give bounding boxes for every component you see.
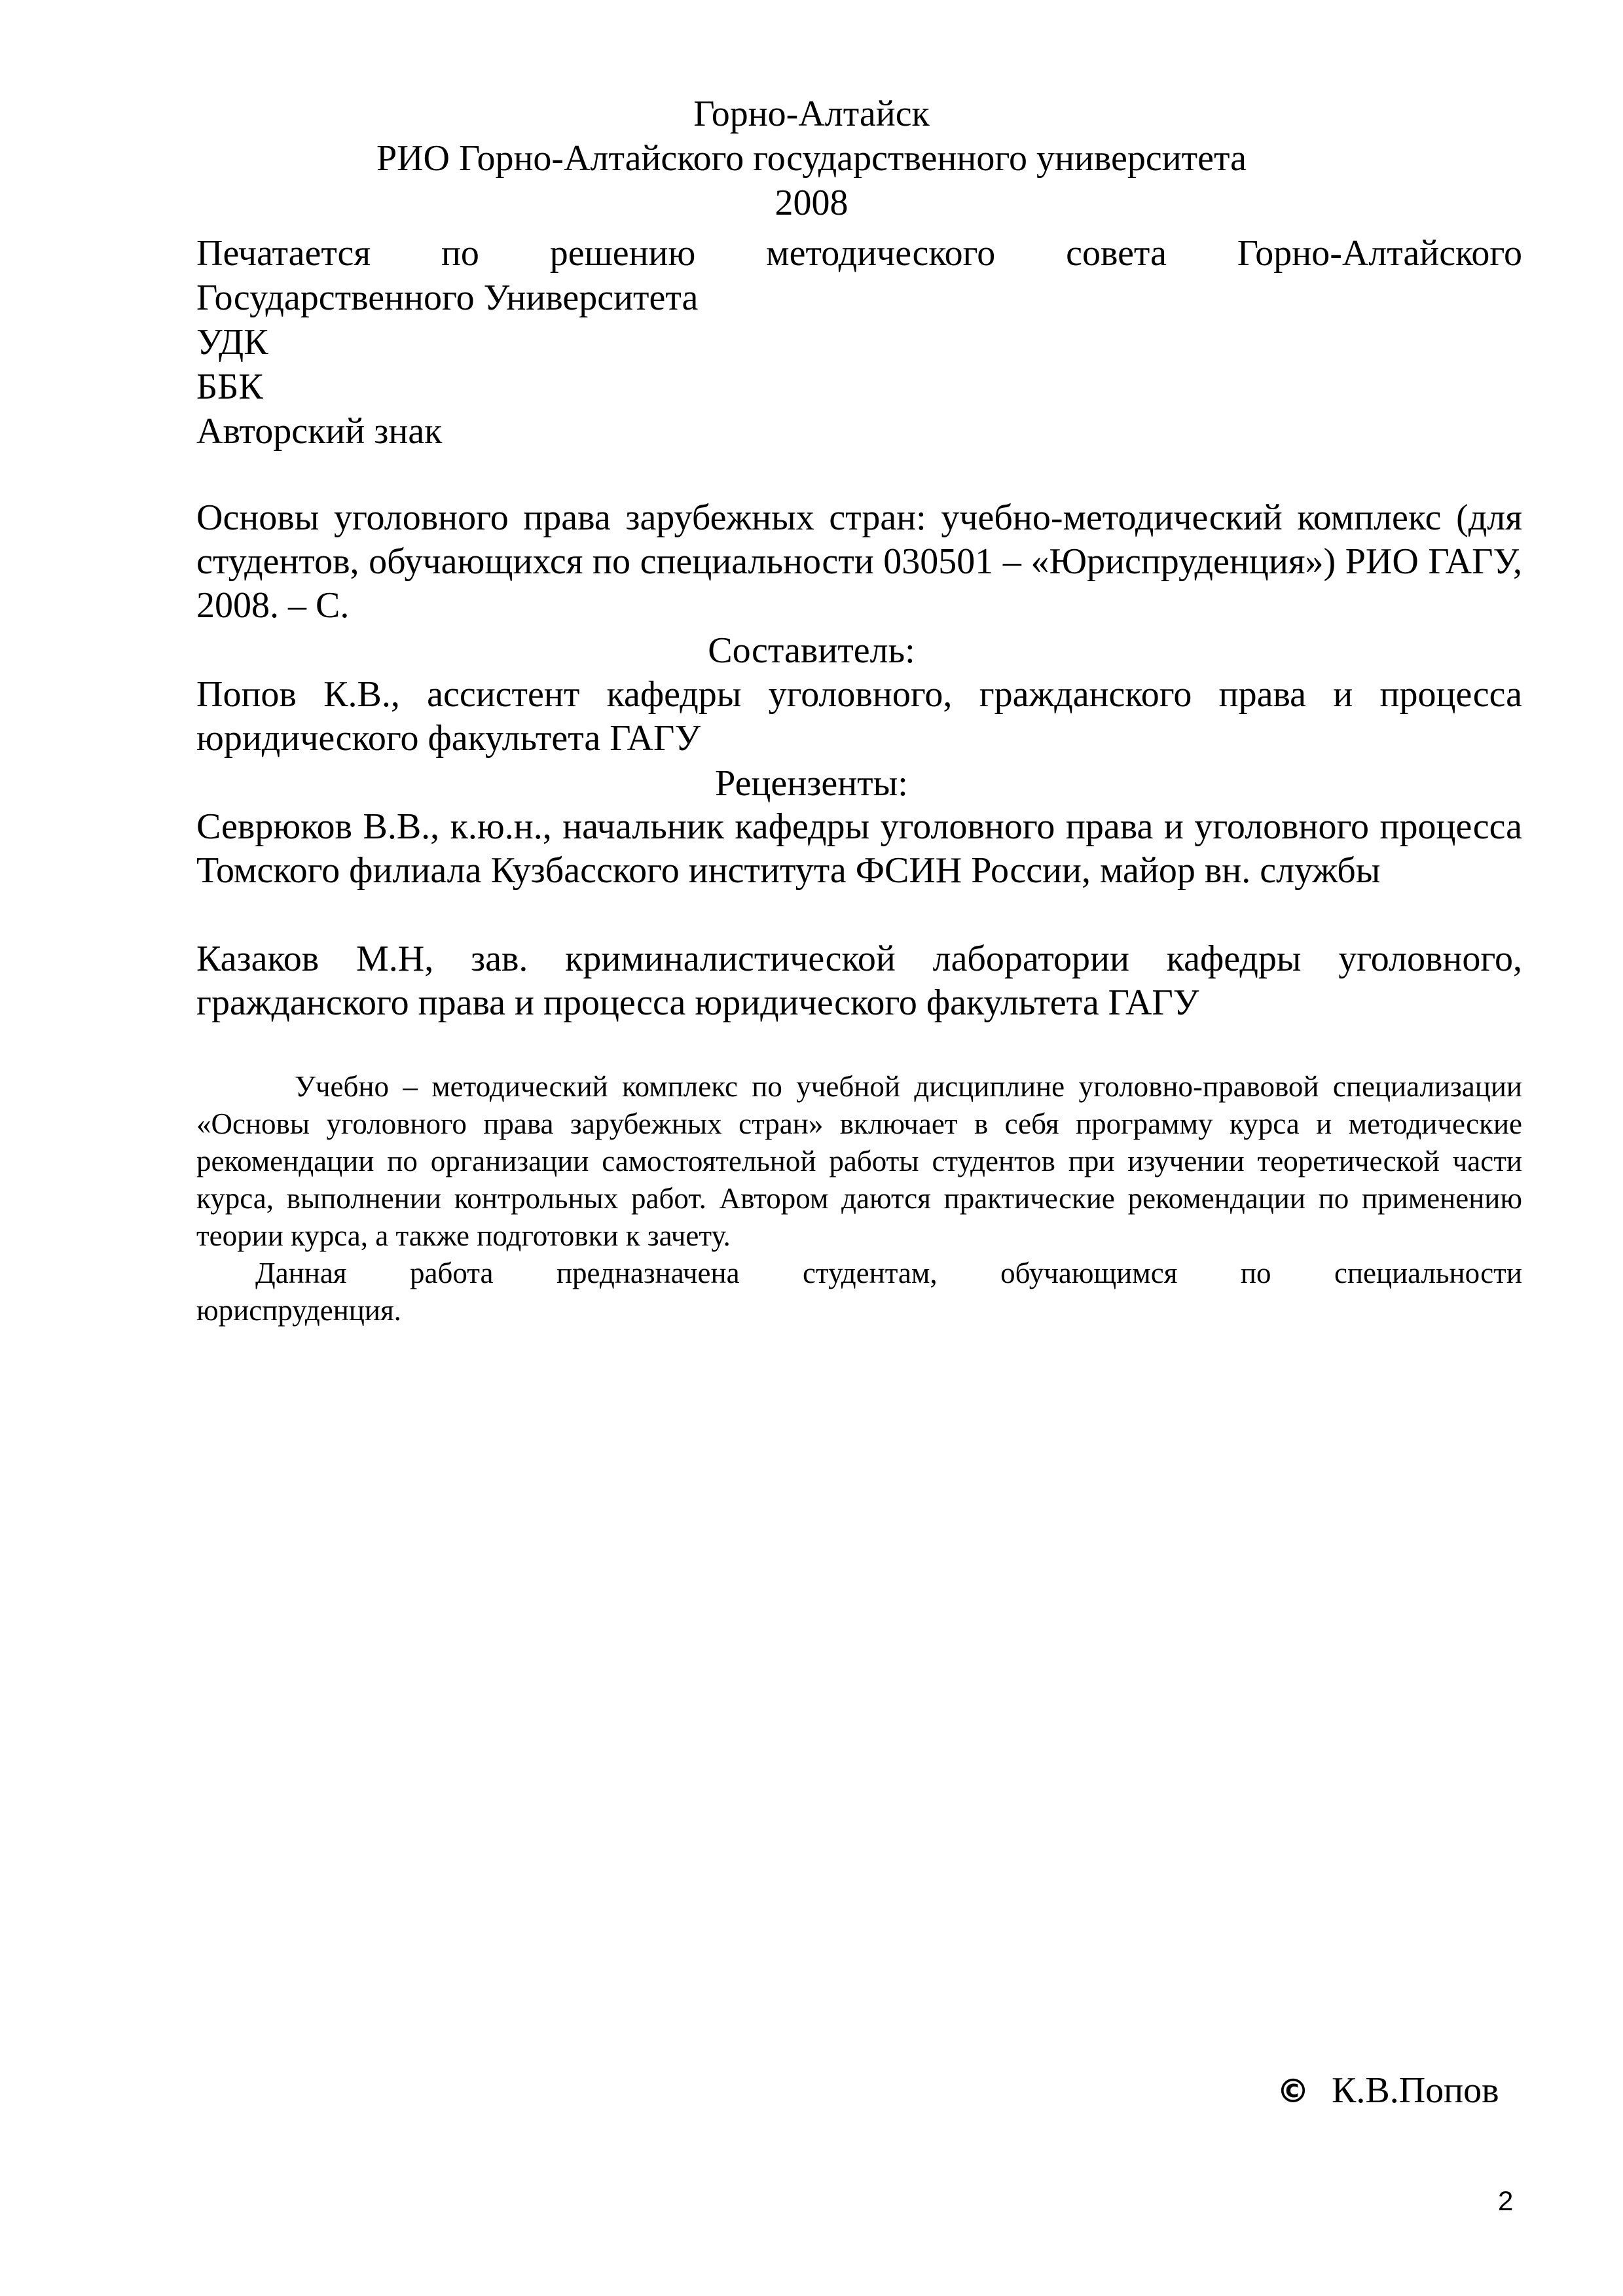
copyright-icon: © (1277, 2072, 1309, 2110)
print-decision-word: Печатается (196, 233, 371, 274)
print-decision-line1 (196, 231, 1522, 276)
citation-text: Основы уголовного права зарубежных стран: учебно-методический комплекс (для студентов, обучающихся по специальности 030501 – «Юриспруденция») РИО ГАГУ, 2008. – С. (196, 497, 1522, 626)
publisher-line: РИО Горно-Алтайского государственного университета (376, 138, 1247, 179)
reviewer-2: Казаков М.Н, зав. криминалистической лаборатории кафедры уголовного, гражданского права и процесса юридического факультета ГАГУ (196, 939, 1522, 1023)
abstract-word: предназначена (556, 1257, 740, 1289)
print-decision-word: Горно-Алтайского (1237, 233, 1522, 274)
udk-label: УДК (196, 322, 268, 363)
copyright-holder: К.В.Попов (1332, 2070, 1499, 2111)
abstract-paragraph-2-line2: юриспруденция. (196, 1294, 401, 1327)
author-mark-label: Авторский знак (196, 411, 443, 452)
abstract-word: специальности (1334, 1257, 1522, 1289)
abstract-word: обучающимся (1000, 1257, 1178, 1289)
abstract-paragraph-1: Учебно – методический комплекс по учебной дисциплине уголовно-правовой специализации «Основы уголовного права зарубежных стран» включает в себя программу курса и методические рекомендации по организации самостоятельной работы студентов при изучении теоретической части курса, выполнении контрольных работ. Автором даются практические рекомендации по применению теории курса, а также подготовки к зачету. (196, 1070, 1522, 1252)
abstract-word: работа (410, 1257, 494, 1289)
reviewer-1: Севрюков В.В., к.ю.н., начальник кафедры уголовного права и уголовного процесса Томского филиала Кузбасского института ФСИН России, майор вн. службы (196, 806, 1522, 891)
abstract-word: Данная (255, 1257, 347, 1289)
abstract-word: студентам, (803, 1257, 938, 1289)
abstract-paragraph-2-line1 (255, 1255, 1522, 1292)
reviewers-heading: Рецензенты: (715, 763, 908, 804)
print-decision-line2: Государственного Университета (196, 278, 699, 318)
compiler-heading: Составитель: (708, 630, 915, 671)
bbk-label: ББК (196, 367, 263, 407)
city-line: Горно-Алтайск (693, 94, 930, 134)
abstract-word: по (1240, 1257, 1271, 1289)
copyright-notice (1277, 2068, 1499, 2113)
print-decision-word: методического (766, 233, 996, 274)
year-line: 2008 (775, 183, 848, 223)
print-decision-word: по (441, 233, 479, 274)
page-number: 2 (1498, 2185, 1514, 2216)
compiler-text: Попов К.В., ассистент кафедры уголовного, гражданского права и процесса юридического факультета ГАГУ (196, 674, 1522, 759)
print-decision-word: совета (1066, 233, 1167, 274)
print-decision-word: решению (549, 233, 696, 274)
